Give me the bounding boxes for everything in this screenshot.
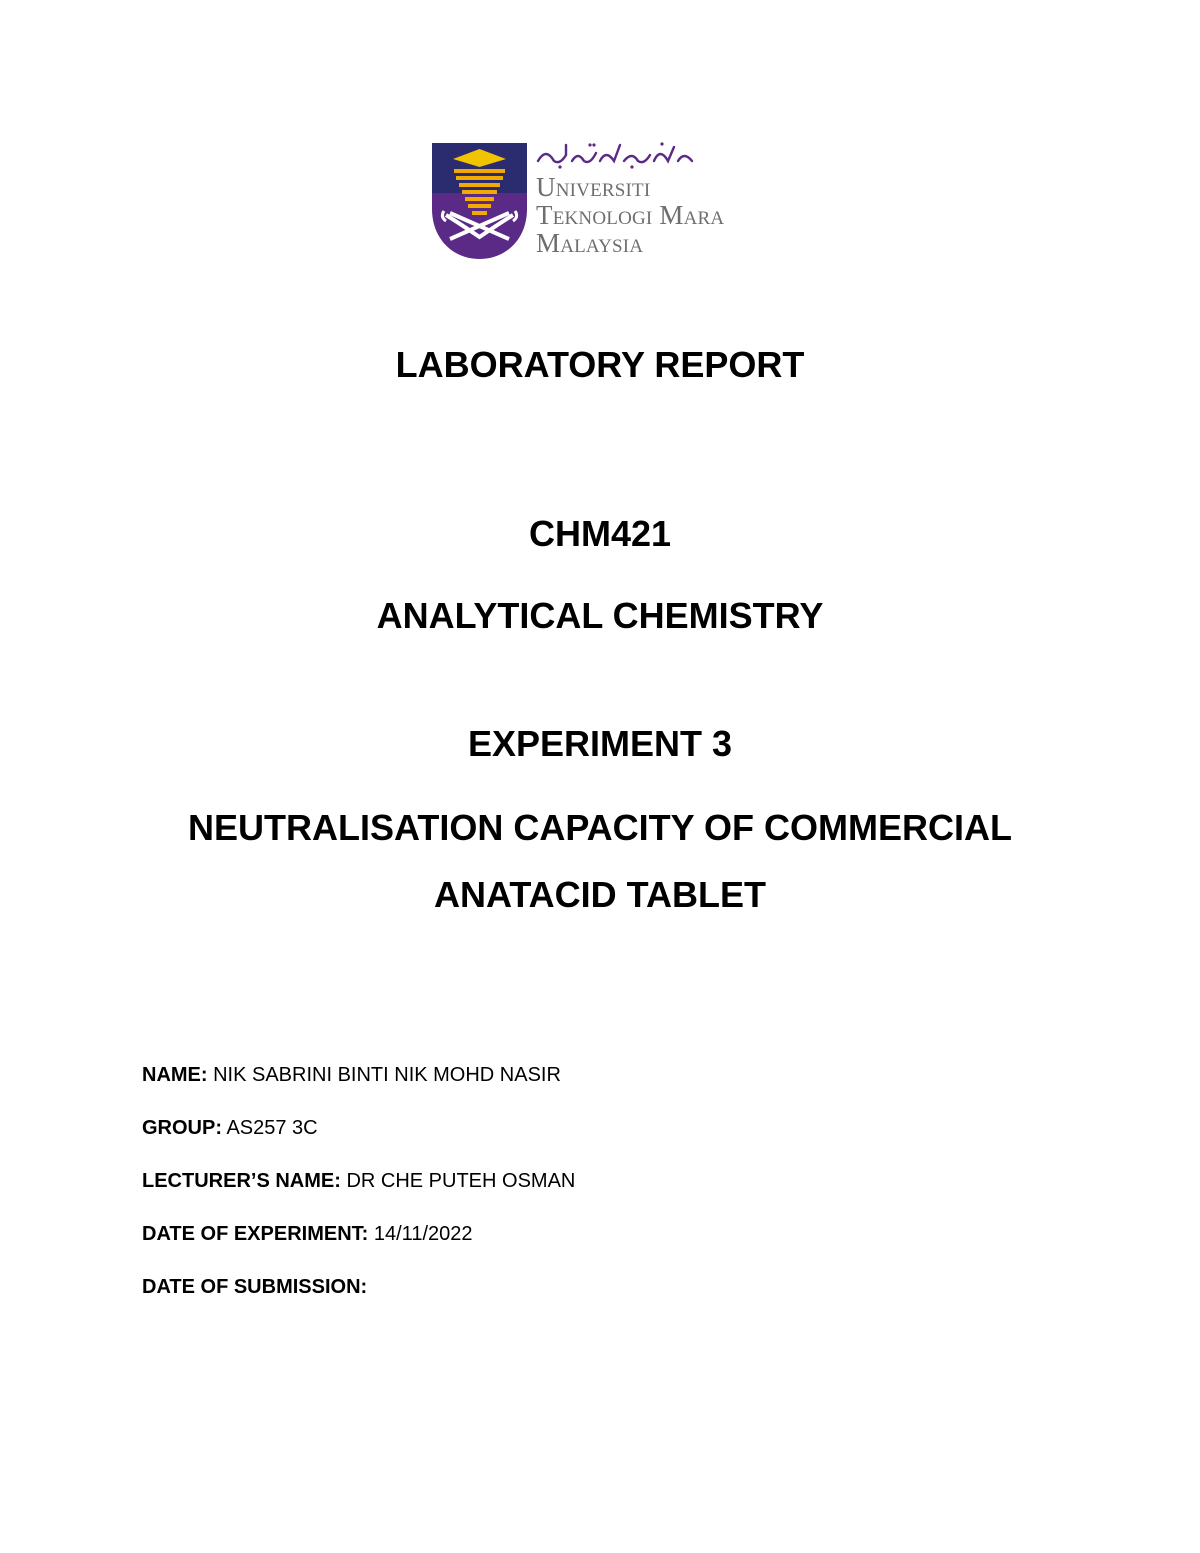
jawi-script-logotype bbox=[536, 141, 694, 169]
student-name-value: NIK SABRINI BINTI NIK MOHD NASIR bbox=[213, 1064, 561, 1086]
course-name-heading: ANALYTICAL CHEMISTRY bbox=[376, 595, 824, 636]
date-of-submission-label: DATE OF SUBMISSION: bbox=[142, 1276, 368, 1298]
report-type-heading: LABORATORY REPORT bbox=[395, 344, 805, 385]
student-name-label: NAME: bbox=[142, 1064, 208, 1086]
experiment-title-line-2: ANATACID TABLET bbox=[434, 874, 766, 915]
date-of-experiment-value: 14/11/2022 bbox=[373, 1223, 473, 1245]
logo-line-universiti: Universiti bbox=[536, 172, 651, 202]
logo-wordmark bbox=[536, 141, 772, 259]
logo-line-malaysia: Malaysia bbox=[536, 228, 644, 258]
student-name-row bbox=[142, 1063, 561, 1087]
logo-line-teknologi-mara: Teknologi Mara bbox=[536, 200, 725, 230]
experiment-title-line-1: NEUTRALISATION CAPACITY OF COMMERCIAL bbox=[188, 807, 1012, 848]
group-row bbox=[142, 1116, 318, 1140]
uitm-crest-icon bbox=[432, 143, 527, 259]
lecturer-value: DR CHE PUTEH OSMAN bbox=[346, 1170, 576, 1192]
lecturer-row bbox=[142, 1169, 575, 1193]
date-of-submission-row bbox=[142, 1275, 367, 1299]
group-label: GROUP: bbox=[142, 1117, 222, 1139]
experiment-number-heading: EXPERIMENT 3 bbox=[467, 723, 733, 764]
date-of-experiment-row bbox=[142, 1222, 473, 1246]
group-value: AS257 3C bbox=[226, 1117, 318, 1139]
lecturer-label: LECTURER’S NAME: bbox=[142, 1170, 341, 1192]
date-of-experiment-label: DATE OF EXPERIMENT: bbox=[142, 1223, 369, 1245]
university-logo bbox=[432, 141, 772, 259]
course-code-heading: CHM421 bbox=[528, 513, 672, 554]
